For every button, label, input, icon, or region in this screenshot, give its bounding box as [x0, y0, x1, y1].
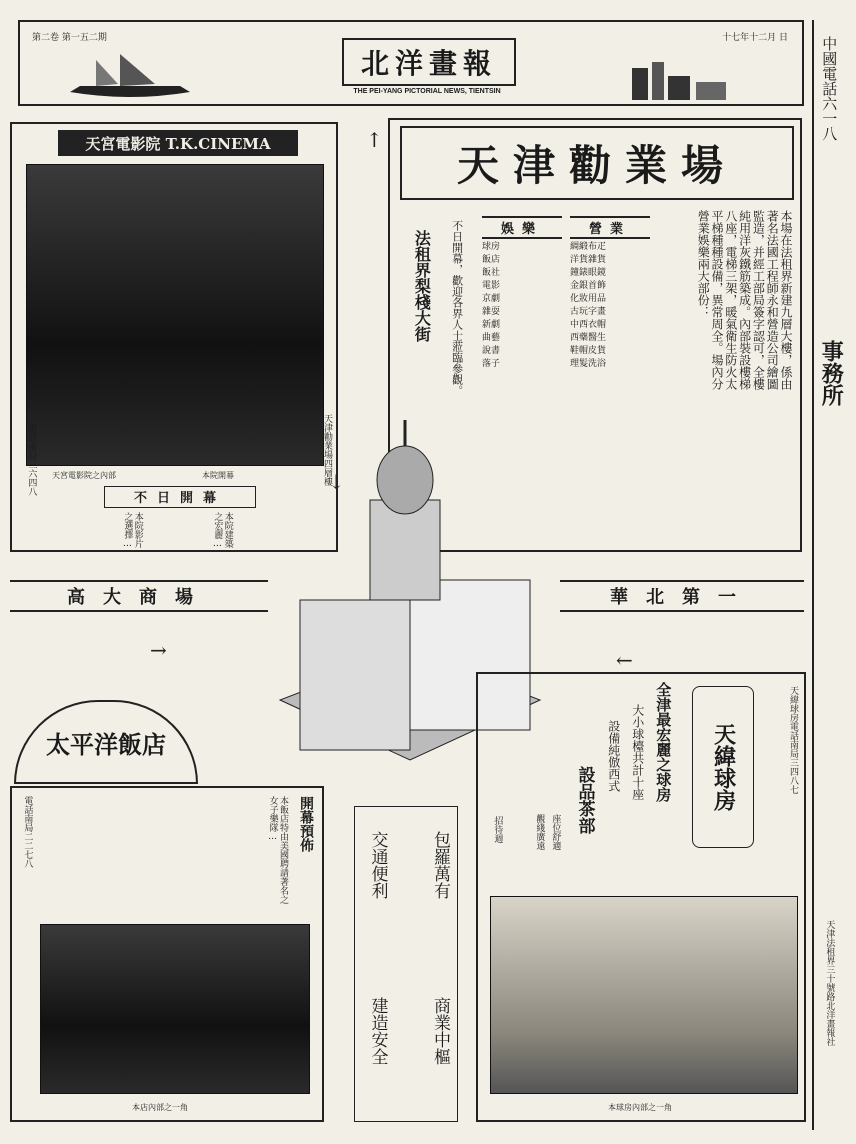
slogan-1: 包羅萬有	[430, 831, 450, 899]
section-entertainment-heading: 娛樂	[482, 216, 562, 239]
billiard-headline: 全津最宏麗之球房	[654, 682, 673, 802]
section-entertainment-item: 球房	[482, 242, 501, 252]
main-closing: 不日開幕，歡迎各界人士蒞臨參觀。	[450, 220, 464, 396]
right-strip	[812, 20, 854, 1130]
cinema-text-a: 本院建築之宏麗…	[212, 512, 233, 549]
section-entertainment-item: 飯店	[482, 255, 501, 265]
section-entertainment-item: 落子	[482, 359, 501, 369]
billiard-photo-caption: 本球房內部之一角	[608, 1103, 672, 1112]
arrow-up-icon: ↑	[366, 128, 383, 152]
cinema-text-b: 本院影片之選擇…	[122, 512, 143, 549]
billiard-logo: 天緯球房	[692, 686, 754, 848]
billiard-block	[476, 672, 806, 1122]
restaurant-photo-caption: 本店內部之一角	[132, 1103, 188, 1112]
billiard-tea2: 觀綫廣遠	[534, 814, 545, 850]
billiard-interior-photo	[490, 896, 798, 1094]
masthead-date: 十七年十二月 日	[722, 33, 788, 43]
section-business-item: 金銀首飾	[570, 281, 607, 291]
section-entertainment-item: 飯社	[482, 268, 501, 278]
masthead-title: 北洋畫報	[342, 38, 516, 86]
section-business	[570, 216, 650, 369]
section-entertainment-item: 電影	[482, 281, 501, 291]
slogan-2: 商業中樞	[430, 997, 450, 1065]
billiard-phone: 天緯球房電話南局三四八七	[788, 686, 798, 794]
banner-right: 華北第一	[560, 580, 804, 612]
restaurant-logo: 太平洋飯店	[14, 700, 198, 784]
section-business-item: 鐘錶眼鏡	[570, 268, 607, 278]
sailboat-icon	[60, 50, 200, 100]
arrow-down-icon: ↓	[328, 470, 345, 494]
billiard-tea1: 座位舒適	[550, 814, 561, 850]
restaurant-block	[10, 786, 324, 1122]
section-entertainment-item: 說書	[482, 346, 501, 356]
right-strip-office: 事務所	[818, 340, 845, 406]
section-entertainment-item: 新劇	[482, 320, 501, 330]
city-skyline-icon	[622, 58, 732, 100]
masthead	[18, 20, 804, 106]
cinema-phone: 電話南局三六四八	[26, 424, 37, 496]
section-business-item: 古玩字畫	[570, 307, 607, 317]
billiard-line2: 設備純倣西式	[606, 720, 621, 792]
cinema-caption-right: 本院開幕	[202, 471, 234, 480]
right-strip-address: 天津法租界三十號路北洋畫報社	[824, 920, 835, 1046]
masthead-subtitle: THE PEI-YANG PICTORIAL NEWS, TIENTSIN	[353, 88, 501, 95]
cinema-caption-left: 天宮電影院之內部	[52, 471, 116, 480]
section-business-item: 洋貨雜貨	[570, 255, 607, 265]
slogan-4: 建造安全	[367, 997, 388, 1065]
section-business-item: 中西衣帽	[570, 320, 607, 330]
cinema-header: 天宮電影院 T.K.CINEMA	[58, 130, 298, 156]
arrow-right-icon: →	[150, 638, 167, 662]
banner-left: 高大商場	[10, 580, 268, 612]
issue-number: 第二卷 第一五二期	[32, 33, 107, 43]
main-title: 天津勸業場	[400, 126, 794, 200]
section-business-item: 理髮洗浴	[570, 359, 607, 369]
restaurant-interior-photo	[40, 924, 310, 1094]
restaurant-body: 本飯店特由美國聘請著名之女子樂隊…	[267, 796, 288, 904]
cinema-notice-title: 不日開幕	[104, 486, 256, 508]
restaurant-address: 電話南局二二七八	[22, 796, 33, 868]
slogan-block	[354, 806, 458, 1122]
main-address: 法租界梨棧大街	[412, 230, 432, 342]
section-entertainment-item: 曲藝	[482, 333, 501, 343]
section-entertainment-item: 雜耍	[482, 307, 501, 317]
billiard-line1: 大小球檯共計十座	[630, 704, 645, 800]
section-entertainment	[482, 216, 562, 369]
restaurant-notice-title: 開幕預佈	[298, 796, 314, 852]
slogan-3: 交通便利	[367, 831, 388, 899]
arrow-left-icon: ←	[616, 648, 633, 672]
billiard-tea3: 招待週	[492, 816, 503, 843]
section-entertainment-item: 京劇	[482, 294, 501, 304]
section-business-item: 綢緞布疋	[570, 242, 607, 252]
main-intro: 本場在法租界新建九層大樓，係由著名法國工程師永和營造公司繪圖監造，并經工部局簽字認可，全樓純用洋灰鐵筋築成。內部裝設樓梯八座，電梯三架，暖氣衛生防火太平梯種種設備，異常周全。場內分營業娛樂兩大部份：	[696, 210, 793, 390]
right-strip-top: 中國電話六一八	[820, 36, 839, 141]
section-business-item: 西藥醫生	[570, 333, 607, 343]
cinema-left-column: 天津勸業場四層樓	[322, 414, 332, 486]
billiard-tea-header: 設品茶部	[574, 766, 595, 834]
section-business-item: 化妝用品	[570, 294, 607, 304]
section-business-item: 鞋帽皮貨	[570, 346, 607, 356]
section-business-heading: 營業	[570, 216, 650, 239]
